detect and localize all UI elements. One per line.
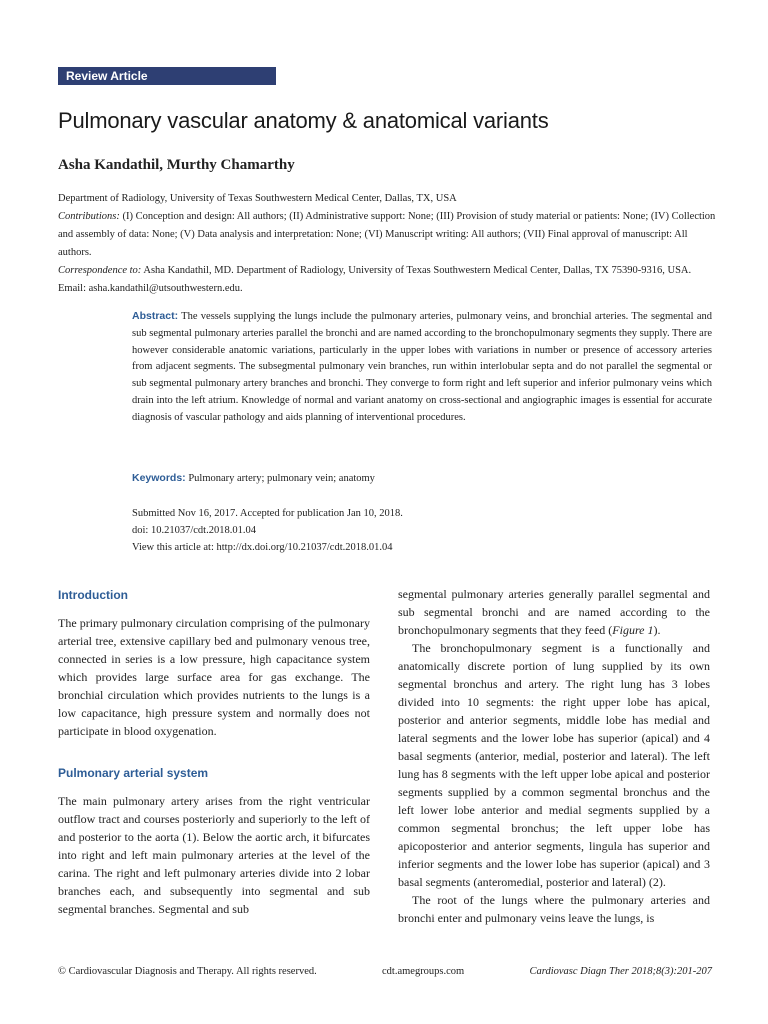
right-paragraph-1 <box>398 585 710 639</box>
right-paragraph-1-a: segmental pulmonary arteries generally parallel segmental and sub segmental bronchi and are named according to the bronchopulmonary segments that they feed ( <box>398 587 710 637</box>
footer-copyright: © Cardiovascular Diagnosis and Therapy. All rights reserved. <box>58 966 317 977</box>
article-type-badge: Review Article <box>58 67 276 85</box>
arterial-paragraph: The main pulmonary artery arises from the right ventricular outflow tract and courses posteriorly and superiorly to the left of and posterior to the aorta (1). Below the aortic arch, it bifurcates into right and left main pulmonary arteries at the level of the carina. The right and left pulmonary arteries divide into 2 lobar branches each, and subsequently into segmental and sub segmental branches. Segmental and sub <box>58 794 370 916</box>
correspondence <box>58 262 718 298</box>
section-heading-introduction: Introduction <box>58 588 128 602</box>
article-title: Pulmonary vascular anatomy & anatomical variants <box>58 108 549 133</box>
abstract-label: Abstract: <box>132 310 179 322</box>
doi: doi: 10.21037/cdt.2018.01.04 <box>132 525 256 536</box>
page-footer <box>58 966 712 977</box>
correspondence-label: Correspondence to: <box>58 265 142 276</box>
affiliation: Department of Radiology, University of Texas Southwestern Medical Center, Dallas, TX, USA <box>58 193 457 204</box>
correspondence-text: Asha Kandathil, MD. Department of Radiology, University of Texas Southwestern Medical Center, Dallas, TX 75390-9316, USA. Email: asha.kandathil@utsouthwestern.edu. <box>58 265 692 294</box>
keywords-text: Pulmonary artery; pulmonary vein; anatomy <box>185 473 375 484</box>
right-paragraph-1-b: ). <box>653 623 661 637</box>
left-column <box>58 588 370 918</box>
right-paragraph-2: The bronchopulmonary segment is a functionally and anatomically discrete portion of lung supplied by its own segmental bronchus and artery. The right lung has 3 lobes divided into 10 segments: the right upper lobe has apical, posterior and anterior segments, middle lobe has medial and lateral segments and the lower lobe has superior (apical) and 4 basal segments (anterior, medial, posterior and lateral). The left lung has 8 segments with the left upper lobe apical and posterior segments supplied by a common segmental bronchus and the left lower lobe anterior and medial segments supplied by a common segmental bronchus; the left upper lobe has apicoposterior and anterior segments, lingula has superior and inferior segments and the lower lobe has superior (apical) and 3 basal segments (anteromedial, posterior and lateral) (2). <box>398 641 710 889</box>
introduction-paragraph: The primary pulmonary circulation comprising of the pulmonary arterial tree, extensive capillary bed and pulmonary venous tree, connected in series is a low pressure, high capacitance system which provides large surface area for gas exchange. The bronchial circulation which provides nutrients to the lungs is a low capacitance, high pressure system and normally does not participate in blood oxygenation. <box>58 616 370 738</box>
footer-site[interactable]: cdt.amegroups.com <box>382 966 465 977</box>
abstract-text: The vessels supplying the lungs include the pulmonary arteries, pulmonary veins, and bronchial arteries. The segmental and sub segmental pulmonary arteries parallel the bronchi and are named according to the bronchopulmonary segments they supply. There are however considerable anatomic variations, particularly in the upper lobes with variations in number or presence of accessory arteries from adjacent segments. The subsegmental pulmonary vein branches, run within interlobular septa and do not parallel the segmental or sub segmental pulmonary artery branches and bronchi. They converge to form right and left superior and inferior pulmonary veins which drain into the left atrium. Knowledge of normal and variant anatomy on cross-sectional and angiographic images is essential for accurate diagnosis of vascular pathology and aids planning of interventional procedures. <box>132 311 712 423</box>
keywords-label: Keywords: <box>132 472 186 484</box>
contributions-text: (I) Conception and design: All authors; (II) Administrative support: None; (III) Provision of study material or patients: None; (IV) Collection and assembly of data: None; (V) Data analysis and interpretation: None; (VI) Manuscript writing: All authors; (VII) Final approval of manuscript: All authors. <box>58 211 716 258</box>
abstract <box>132 308 712 427</box>
submission-dates: Submitted Nov 16, 2017. Accepted for publication Jan 10, 2018. <box>132 508 403 519</box>
contributions-label: Contributions: <box>58 211 120 222</box>
article-url[interactable]: View this article at: http://dx.doi.org/10.21037/cdt.2018.01.04 <box>132 542 393 553</box>
figure-reference[interactable]: Figure 1 <box>612 623 654 637</box>
author-list: Asha Kandathil, Murthy Chamarthy <box>58 157 295 173</box>
keywords <box>132 472 712 484</box>
article-meta <box>132 505 712 556</box>
section-heading-arterial: Pulmonary arterial system <box>58 766 209 780</box>
right-paragraph-3: The root of the lungs where the pulmonary arteries and bronchi enter and pulmonary veins leave the lungs, is <box>398 893 710 925</box>
right-column <box>398 585 710 927</box>
affiliation-block <box>58 190 718 298</box>
contributions <box>58 208 718 262</box>
footer-citation: Cardiovasc Diagn Ther 2018;8(3):201-207 <box>529 966 712 977</box>
